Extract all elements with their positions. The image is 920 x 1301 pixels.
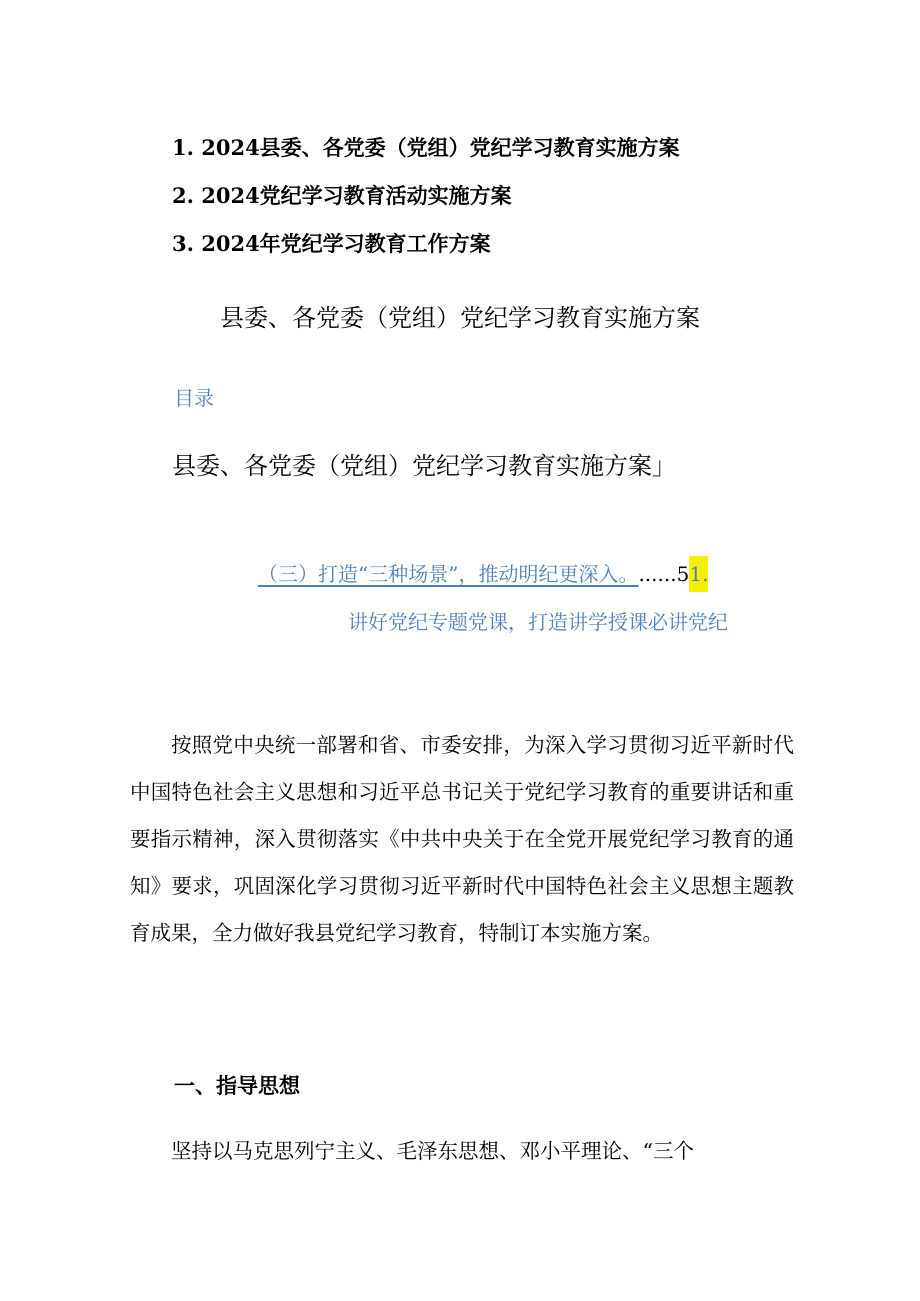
toc-entry-dots: ...... (638, 562, 677, 586)
title-list-item: 1. 2024县委、各党委（党组）党纪学习教育实施方案 (172, 135, 680, 160)
toc-highlight-mark: 1. (689, 556, 708, 592)
toc-entry-page: 5 (676, 562, 690, 586)
intro-paragraph: 按照党中央统一部署和省、市委安排，为深入学习贯彻习近平新时代中国特色社会主义思想和习近平总书记关于党纪学习教育的重要讲话和重要指示精神，深入贯彻落实《中共中央关于在全党开展党纪学习教育的通知》要求，巩固深化学习贯彻习近平新时代中国特色社会主义思想主题教育成果，全力做好我县党纪学习教育，特制订本实施方案。 (130, 733, 794, 945)
toc-label: 目录 (174, 386, 214, 410)
toc-heading: 县委、各党委（党组）党纪学习教育实施方案」 (172, 452, 676, 480)
document-title: 县委、各党委（党组）党纪学习教育实施方案 (220, 304, 700, 332)
document-title-list (172, 124, 680, 268)
toc-entry-link[interactable]: （三）打造“三种场景”，推动明纪更深入。 (258, 562, 639, 586)
toc-entry[interactable] (258, 556, 708, 592)
section-paragraph: 坚持以马克思列宁主义、毛泽东思想、邓小平理论、“三个 (171, 1139, 694, 1163)
section-heading: 一、指导思想 (174, 1073, 300, 1098)
title-list-item: 3. 2024年党纪学习教育工作方案 (172, 231, 491, 256)
toc-entry-continued[interactable]: 讲好党纪专题党课，打造讲学授课必讲党纪 (348, 610, 728, 634)
title-list-item: 2. 2024党纪学习教育活动实施方案 (172, 183, 512, 208)
